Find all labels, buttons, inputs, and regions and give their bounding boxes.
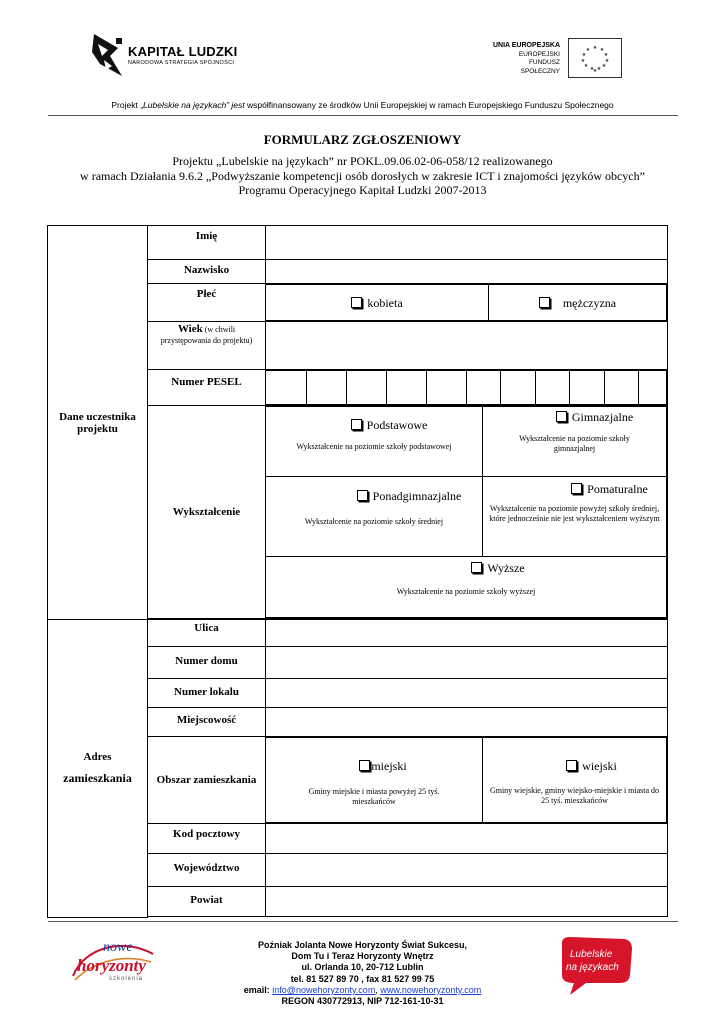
footer-divider: [48, 921, 678, 922]
svg-text:★: ★: [589, 66, 595, 72]
svg-text:★: ★: [585, 47, 591, 53]
kl-title: KAPITAŁ LUDZKI: [128, 44, 238, 59]
eu-flag-icon: [568, 38, 622, 78]
pesel-digit[interactable]: [570, 371, 605, 405]
pesel-digit[interactable]: [501, 371, 536, 405]
edu-post-secondary[interactable]: Pomaturalne Wykształcenie na poziomie powyżej szkoły średniej, które jednocześnie nie jest wykształceniem wyższym: [483, 477, 667, 557]
address-group: [48, 620, 148, 918]
area-label: Obszar zamieszkania: [148, 737, 266, 824]
pesel-digit[interactable]: [427, 371, 467, 405]
svg-text:★: ★: [580, 58, 586, 64]
footer-line1: Poźniak Jolanta Nowe Horyzonty Świat Sukcesu,: [257, 940, 468, 950]
pesel-digit[interactable]: [639, 371, 667, 405]
lnj-logo-line1: Lubelskie: [570, 949, 613, 960]
last-name-field[interactable]: [266, 260, 668, 284]
edu-lower-secondary[interactable]: Gimnazjalne Wykształcenie na poziomie szkoły gimnazjalnej: [483, 407, 667, 477]
svg-text:★: ★: [599, 47, 605, 53]
urban-checkbox[interactable]: [359, 760, 370, 771]
lnj-logo-line2: na językach: [566, 962, 619, 973]
footer-line4: tel. 81 527 89 70 , fax 81 527 99 75: [290, 973, 435, 984]
pesel-digit[interactable]: [307, 371, 347, 405]
svg-text:★: ★: [583, 63, 589, 69]
footer-line5: email: info@nowehoryzonty.com, www.nowehoryzonty.com: [243, 984, 482, 995]
pesel-label: Numer PESEL: [148, 370, 266, 406]
lower-secondary-checkbox[interactable]: [556, 411, 567, 422]
svg-text:★: ★: [592, 68, 598, 74]
ue-text: [488, 42, 560, 76]
postal-code-field[interactable]: [266, 824, 668, 854]
county-field[interactable]: [266, 887, 668, 917]
intro-line1: Projektu „Lubelskie na językach” nr POKL.09.06.02-06-058/12 realizowanego: [172, 154, 553, 168]
pesel-digit[interactable]: [605, 371, 639, 405]
education-label: Wykształcenie: [148, 406, 266, 619]
nh-logo-horyzonty: horyzonty: [77, 956, 146, 975]
footer-line3: ul. Orlanda 10, 20-712 Lublin: [301, 962, 424, 973]
header-divider: [48, 115, 678, 116]
city-field[interactable]: [266, 708, 668, 737]
apartment-number-field[interactable]: [266, 679, 668, 708]
pesel-digit[interactable]: [347, 371, 387, 405]
nh-logo-nowe: nowe: [103, 940, 133, 955]
edu-higher[interactable]: Wyższe Wykształcenie na poziomie szkoły wyższej: [266, 557, 667, 618]
age-field[interactable]: [266, 322, 668, 370]
pesel-digit[interactable]: [387, 371, 427, 405]
higher-checkbox[interactable]: [471, 562, 482, 573]
edu-primary[interactable]: Podstawowe Wykształcenie na poziomie szkoły podstawowej: [266, 407, 483, 477]
pesel-digit[interactable]: [467, 371, 501, 405]
edu-secondary[interactable]: Ponadgimnazjalne Wykształcenie na poziomie szkoły średniej: [266, 477, 483, 557]
gender-options: [266, 284, 668, 322]
cofinancing-b: Lubelskie na językach” jest: [143, 100, 245, 110]
first-name-label: Imię: [148, 226, 266, 260]
first-name-field[interactable]: [266, 226, 668, 260]
house-number-field[interactable]: [266, 647, 668, 679]
street-field[interactable]: [266, 620, 668, 647]
lubelskie-na-jezykach-logo: [556, 935, 636, 997]
age-label: Wiek (w chwili przystępowania do projektu): [148, 322, 266, 370]
cofinancing-c: współfinansowany ze środków Unii Europejskiej w ramach Europejskiego Funduszu Społecznego: [244, 100, 614, 110]
intro-line3: Programu Operacyjnego Kapitał Ludzki 2007-2013: [238, 183, 487, 197]
address-label-1: Adres: [83, 750, 112, 763]
secondary-checkbox[interactable]: [357, 490, 368, 501]
participant-data-group: Dane uczestnika projektu: [48, 226, 148, 620]
ue-line2: EUROPEJSKI: [518, 50, 560, 58]
postal-code-label: Kod pocztowy: [148, 824, 266, 854]
pesel-boxes: [266, 370, 668, 406]
footer-line6: REGON 430772913, NIP 712-161-10-31: [281, 996, 444, 1007]
pesel-digit[interactable]: [536, 371, 570, 405]
ue-line3: FUNDUSZ SPOŁECZNY: [520, 59, 560, 75]
svg-text:★: ★: [596, 66, 602, 72]
registration-form-table: [47, 225, 668, 918]
education-options: [266, 406, 668, 619]
website-link[interactable]: www.nowehoryzonty.com: [380, 984, 482, 995]
svg-text:★: ★: [592, 45, 598, 51]
gender-female-option[interactable]: kobieta: [266, 285, 489, 321]
gender-label: Płeć: [148, 284, 266, 322]
post-secondary-checkbox[interactable]: [571, 483, 582, 494]
street-label: Ulica: [148, 620, 266, 647]
female-checkbox[interactable]: [351, 297, 362, 308]
email-link[interactable]: info@nowehoryzonty.com: [272, 984, 376, 995]
nh-logo-szkolenia: szkolenia: [109, 976, 144, 982]
city-label: Miejscowość: [148, 708, 266, 737]
address-label-2: zamieszkania: [63, 770, 132, 785]
svg-text:★: ★: [603, 52, 609, 58]
footer-line2: Dom Tu i Teraz Horyzonty Wnętrz: [291, 951, 434, 962]
house-number-label: Numer domu: [148, 647, 266, 679]
svg-text:★: ★: [604, 58, 610, 64]
area-rural-option[interactable]: wiejski Gminy wiejskie, gminy wiejsko-miejskie i miasta do 25 tyś. mieszkańców: [483, 738, 667, 823]
svg-text:★: ★: [581, 52, 587, 58]
area-options: [266, 737, 668, 824]
rural-checkbox[interactable]: [566, 760, 577, 771]
intro-line2: w ramach Działania 9.6.2 „Podwyższanie kompetencji osób dorosłych w zakresie ICT i znajomości języków obcych”: [80, 168, 645, 183]
county-label: Powiat: [148, 887, 266, 917]
cofinancing-a: Projekt „: [111, 100, 144, 110]
ue-line1: UNIA EUROPEJSKA: [492, 42, 560, 49]
voivodeship-field[interactable]: [266, 854, 668, 887]
voivodeship-label: Województwo: [148, 854, 266, 887]
gender-male-option[interactable]: mężczyzna: [489, 285, 667, 321]
primary-checkbox[interactable]: [351, 419, 362, 430]
area-urban-option[interactable]: miejski Gminy miejskie i miasta powyżej 25 tyś. mieszkańców: [266, 738, 483, 823]
pesel-digit[interactable]: [266, 371, 307, 405]
male-checkbox[interactable]: [539, 297, 550, 308]
kl-subtitle: NARODOWA STRATEGIA SPÓJNOŚCI: [128, 60, 235, 66]
form-intro: [0, 154, 725, 198]
last-name-label: Nazwisko: [148, 260, 266, 284]
form-title: FORMULARZ ZGŁOSZENIOWY: [263, 132, 462, 147]
cofinancing-line: [0, 100, 725, 110]
svg-text:★: ★: [601, 63, 607, 69]
apartment-number-label: Numer lokalu: [148, 679, 266, 708]
